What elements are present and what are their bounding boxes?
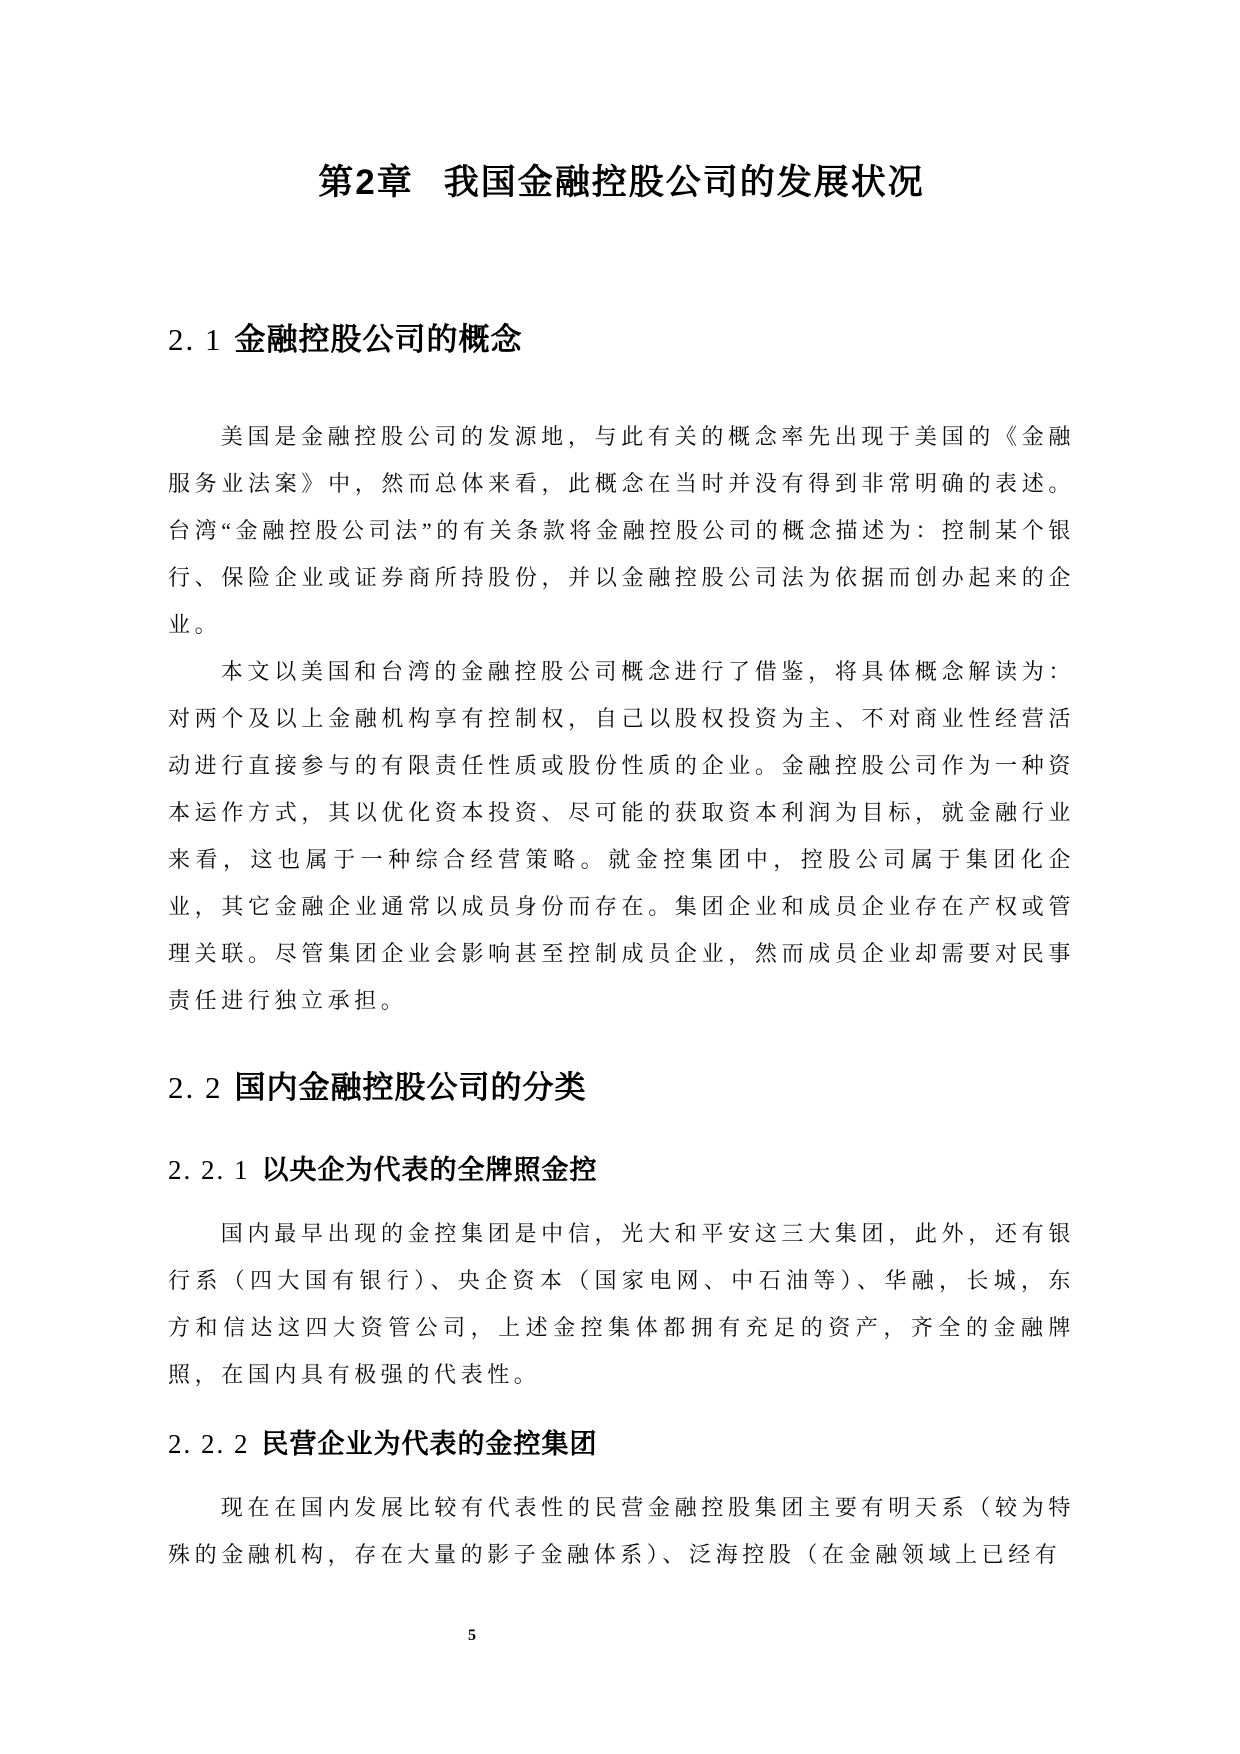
paragraph-2: 本文以美国和台湾的金融控股公司概念进行了借鉴，将具体概念解读为：对两个及以上金融机构享有控制权，自己以股权投资为主、不对商业性经营活动进行直接参与的有限责任性质或股份性质的企业。金融控股公司作为一种资本运作方式，其以优化资本投资、尽可能的获取资本利润为目标，就金融行业来看，这也属于一种综合经营策略。就金控集团中，控股公司属于集团化企业，其它金融企业通常以成员身份而存在。集团企业和成员企业存在产权或管理关联。尽管集团企业会影响甚至控制成员企业，然而成员企业却需要对民事责任进行独立承担。	[168, 659, 1075, 1013]
chapter-number: 第2章	[318, 163, 414, 202]
section-heading-2-1	[168, 320, 1075, 360]
subsection-2-2-2-number: 2. 2. 2	[168, 1429, 250, 1459]
paragraph-1: 美国是金融控股公司的发源地，与此有关的概念率先出现于美国的《金融服务业法案》中，然而总体来看，此概念在当时并没有得到非常明确的表述。台湾“金融控股公司法”的有关条款将金融控股公司的概念描述为：控制某个银行、保险企业或证券商所持股份，并以金融控股公司法为依据而创办起来的企业。	[168, 424, 1075, 637]
section-2-1-number: 2. 1	[168, 322, 223, 357]
chapter-title-text: 我国金融控股公司的发展状况	[443, 163, 925, 202]
paragraph-4: 现在在国内发展比较有代表性的民营金融控股集团主要有明天系（较为特殊的金融机构，存在大量的影子金融体系）、泛海控股（在金融领域上已经有	[168, 1495, 1075, 1567]
subsection-heading-2-2-1	[168, 1152, 1075, 1188]
page-number: 5	[468, 1627, 476, 1644]
section-2-1-title: 金融控股公司的概念	[234, 322, 523, 357]
section-2-2-number: 2. 2	[168, 1070, 223, 1105]
chapter-heading	[168, 0, 1075, 203]
subsection-2-2-1-number: 2. 2. 1	[168, 1155, 250, 1185]
subsection-heading-2-2-2	[168, 1426, 1075, 1462]
subsection-2-2-1-title: 以央企为代表的全牌照金控	[261, 1155, 598, 1185]
section-2-2-title: 国内金融控股公司的分类	[234, 1070, 587, 1105]
paragraph-3: 国内最早出现的金控集团是中信，光大和平安这三大集团，此外，还有银行系（四大国有银行）、央企资本（国家电网、中石油等）、华融，长城，东方和信达这四大资管公司，上述金控集体都拥有充足的资产，齐全的金融牌照，在国内具有极强的代表性。	[168, 1221, 1075, 1387]
subsection-2-2-2-title: 民营企业为代表的金控集团	[261, 1429, 598, 1459]
section-heading-2-2	[168, 1068, 1075, 1108]
